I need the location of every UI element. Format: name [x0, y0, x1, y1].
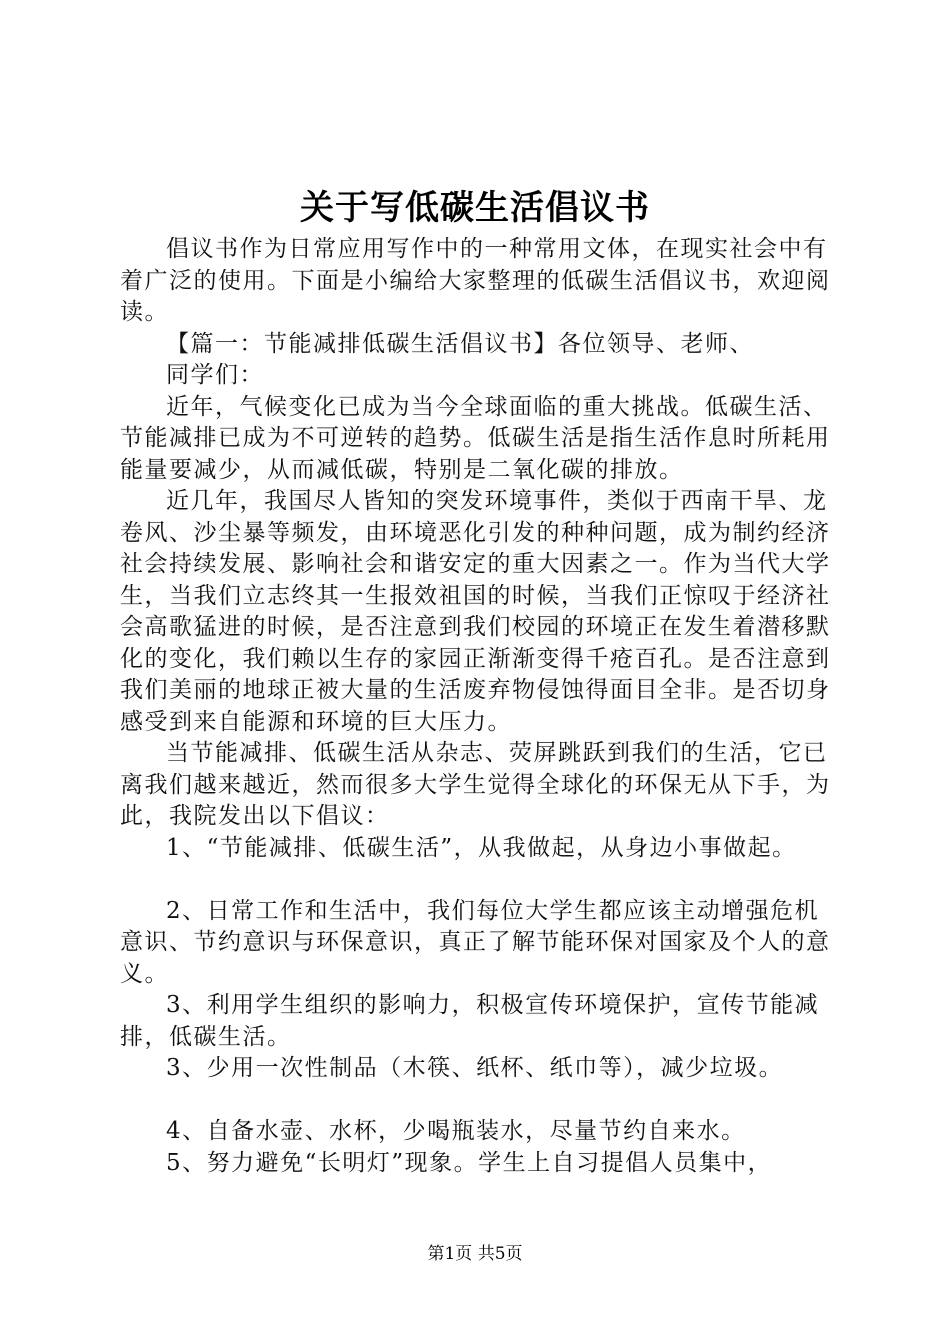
paragraph-call-to-action: 当节能减排、低碳生活从杂志、荧屏跳跃到我们的生活，它已离我们越来越近，然而很多大学生觉得全球化的环保无从下手，为此，我院发出以下倡议：: [120, 740, 831, 829]
paragraph-item-3b: 3、少用一次性制品（木筷、纸杯、纸巾等），减少垃圾。: [166, 1055, 784, 1081]
document-title: 关于写低碳生活倡议书: [300, 188, 650, 228]
paragraph-item-2: 2、日常工作和生活中，我们每位大学生都应该主动增强危机意识、节约意识与环保意识，真正了解节能环保对国家及个人的意义。: [120, 897, 831, 987]
paragraph-salutation: 同学们：: [166, 362, 264, 388]
paragraph-item-3a: 3、利用学生组织的影响力，积极宣传环境保护，宣传节能减排，低碳生活。: [120, 992, 820, 1050]
paragraph-item-4: 4、自备水壶、水杯，少喝瓶装水，尽量节约自来水。: [166, 1118, 746, 1144]
blank-line: [120, 864, 832, 896]
paragraph-item-5: 5、努力避免“长明灯”现象。学生上自习提倡人员集中，: [166, 1149, 773, 1176]
paragraph-climate: 近年，气候变化已成为当今全球面临的重大挑战。低碳生活、节能减排已成为不可逆转的趋势。低碳生活是指生活作息时所耗用能量要减少，从而减低碳，特别是二氧化碳的排放。: [120, 393, 831, 483]
page-number-footer: 第1页 共5页: [427, 1244, 523, 1264]
paragraph-intro: 倡议书作为日常应用写作中的一种常用文体，在现实社会中有着广泛的使用。下面是小编给大家整理的低碳生活倡议书，欢迎阅读。: [120, 236, 831, 325]
paragraph-item-1: 1、“节能减排、低碳生活”，从我做起，从身边小事做起。: [166, 834, 797, 861]
document-body: [120, 234, 832, 1179]
paragraph-environment-events: 近几年，我国尽人皆知的突发环境事件，类似于西南干旱、龙卷风、沙尘暴等频发，由环境恶化引发的种种问题，成为制约经济社会持续发展、影响社会和谐安定的重大因素之一。作为当代大学生，当我们立志终其一生报效祖国的时候，当我们正惊叹于经济社会高歌猛进的时候，是否注意到我们校园的环境正在发生着潜移默化的变化，我们赖以生存的家园正渐渐变得千疮百孔。是否注意到我们美丽的地球正被大量的生活废弃物侵蚀得面目全非。是否切身感受到来自能源和环境的巨大压力。: [120, 488, 831, 735]
blank-line: [120, 1085, 832, 1117]
paragraph-section-heading: 【篇一：节能减排低碳生活倡议书】各位领导、老师、: [166, 330, 754, 357]
